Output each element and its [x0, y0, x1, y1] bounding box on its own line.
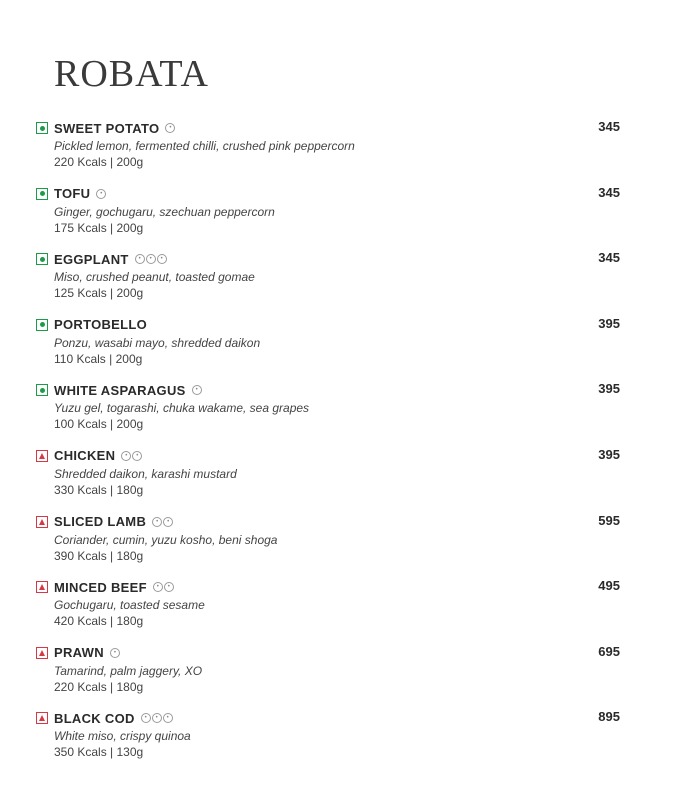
item-nutrition: 220 Kcals | 200g [54, 155, 144, 169]
allergen-icon: • [163, 713, 173, 723]
menu-item [36, 250, 626, 316]
menu-item [36, 578, 626, 644]
menu-item [36, 185, 626, 251]
item-description: Ponzu, wasabi mayo, shredded daikon [54, 335, 261, 350]
item-description: Tamarind, palm jaggery, XO [54, 663, 203, 678]
allergen-icon: • [132, 451, 142, 461]
allergen-icons [121, 451, 142, 461]
allergen-icon: • [157, 254, 167, 264]
nonveg-triangle-icon [39, 584, 45, 590]
item-name: PORTOBELLO [54, 317, 148, 333]
item-description: Ginger, gochugaru, szechuan peppercorn [54, 204, 275, 219]
veg-dot-icon [40, 322, 45, 327]
veg-dot-icon [40, 388, 45, 393]
item-description: Gochugaru, toasted sesame [54, 598, 205, 613]
allergen-icon: • [135, 254, 145, 264]
item-name: MINCED BEEF [54, 579, 147, 595]
menu-item [36, 709, 626, 775]
item-price: 395 [598, 446, 620, 462]
item-nutrition: 220 Kcals | 180g [54, 679, 144, 694]
nonveg-marker-icon [36, 581, 48, 593]
veg-marker-icon [36, 122, 48, 134]
allergen-icon: • [192, 385, 202, 395]
allergen-icons [192, 385, 202, 395]
item-nutrition: 175 Kcals | 200g [54, 220, 144, 235]
nonveg-triangle-icon [39, 650, 45, 656]
allergen-icon: • [152, 517, 162, 527]
item-nutrition: 330 Kcals | 180g [54, 482, 144, 497]
veg-marker-icon [36, 253, 48, 265]
allergen-icon: • [141, 713, 151, 723]
allergen-icon: • [152, 713, 162, 723]
item-nutrition: 350 Kcals | 130g [54, 745, 144, 760]
menu-item [36, 316, 626, 382]
item-nutrition: 420 Kcals | 180g [54, 614, 144, 629]
item-price: 395 [598, 381, 620, 397]
item-name: CHICKEN [54, 448, 116, 464]
allergen-icon: • [165, 123, 175, 133]
menu-list [36, 119, 626, 775]
menu-item [36, 381, 626, 447]
allergen-icons [165, 123, 175, 133]
nonveg-marker-icon [36, 516, 48, 528]
item-name: WHITE ASPARAGUS [54, 382, 186, 398]
item-name: TOFU [54, 186, 91, 202]
nonveg-triangle-icon [39, 519, 45, 525]
item-nutrition: 390 Kcals | 180g [54, 548, 144, 563]
item-nutrition: 110 Kcals | 200g [54, 351, 143, 366]
veg-marker-icon [36, 188, 48, 200]
item-description: White miso, crispy quinoa [54, 729, 191, 744]
nonveg-triangle-icon [39, 453, 45, 459]
item-description: Shredded daikon, karashi mustard [54, 466, 237, 481]
nonveg-triangle-icon [39, 715, 45, 721]
allergen-icon: • [96, 189, 106, 199]
item-price: 345 [598, 250, 620, 266]
menu-item [36, 447, 626, 513]
allergen-icons [96, 189, 106, 199]
item-name: BLACK COD [54, 710, 135, 726]
item-description: Pickled lemon, fermented chilli, crushed pink peppercorn [54, 139, 355, 153]
veg-dot-icon [40, 257, 45, 262]
nonveg-marker-icon [36, 647, 48, 659]
veg-marker-icon [36, 319, 48, 331]
item-price: 345 [598, 119, 620, 134]
allergen-icon: • [164, 582, 174, 592]
menu-item [36, 119, 626, 185]
veg-marker-icon [36, 384, 48, 396]
item-name: SLICED LAMB [54, 514, 147, 530]
item-price: 345 [598, 184, 620, 200]
nonveg-marker-icon [36, 712, 48, 724]
item-description: Coriander, cumin, yuzu kosho, beni shoga [54, 532, 278, 547]
item-price: 695 [598, 643, 620, 659]
item-price: 595 [598, 512, 620, 528]
allergen-icon: • [110, 648, 120, 658]
nonveg-marker-icon [36, 450, 48, 462]
menu-item [36, 513, 626, 579]
allergen-icons [135, 254, 167, 264]
menu-item [36, 644, 626, 710]
item-price: 395 [598, 315, 620, 331]
allergen-icon: • [153, 582, 163, 592]
page-title: ROBATA [54, 53, 209, 95]
item-description: Miso, crushed peanut, toasted gomae [54, 270, 255, 285]
veg-dot-icon [40, 191, 45, 196]
allergen-icons [110, 648, 120, 658]
item-nutrition: 100 Kcals | 200g [54, 417, 144, 432]
item-description: Yuzu gel, togarashi, chuka wakame, sea grapes [54, 401, 310, 416]
allergen-icons [141, 713, 173, 723]
item-nutrition: 125 Kcals | 200g [54, 286, 144, 301]
allergen-icons [152, 517, 173, 527]
item-name: SWEET POTATO [54, 120, 160, 136]
item-price: 495 [598, 578, 620, 594]
allergen-icon: • [146, 254, 156, 264]
item-price: 895 [598, 709, 620, 725]
allergen-icon: • [121, 451, 131, 461]
veg-dot-icon [40, 126, 45, 131]
item-name: EGGPLANT [54, 251, 129, 267]
item-name: PRAWN [54, 645, 104, 661]
allergen-icon: • [163, 517, 173, 527]
allergen-icons [153, 582, 174, 592]
